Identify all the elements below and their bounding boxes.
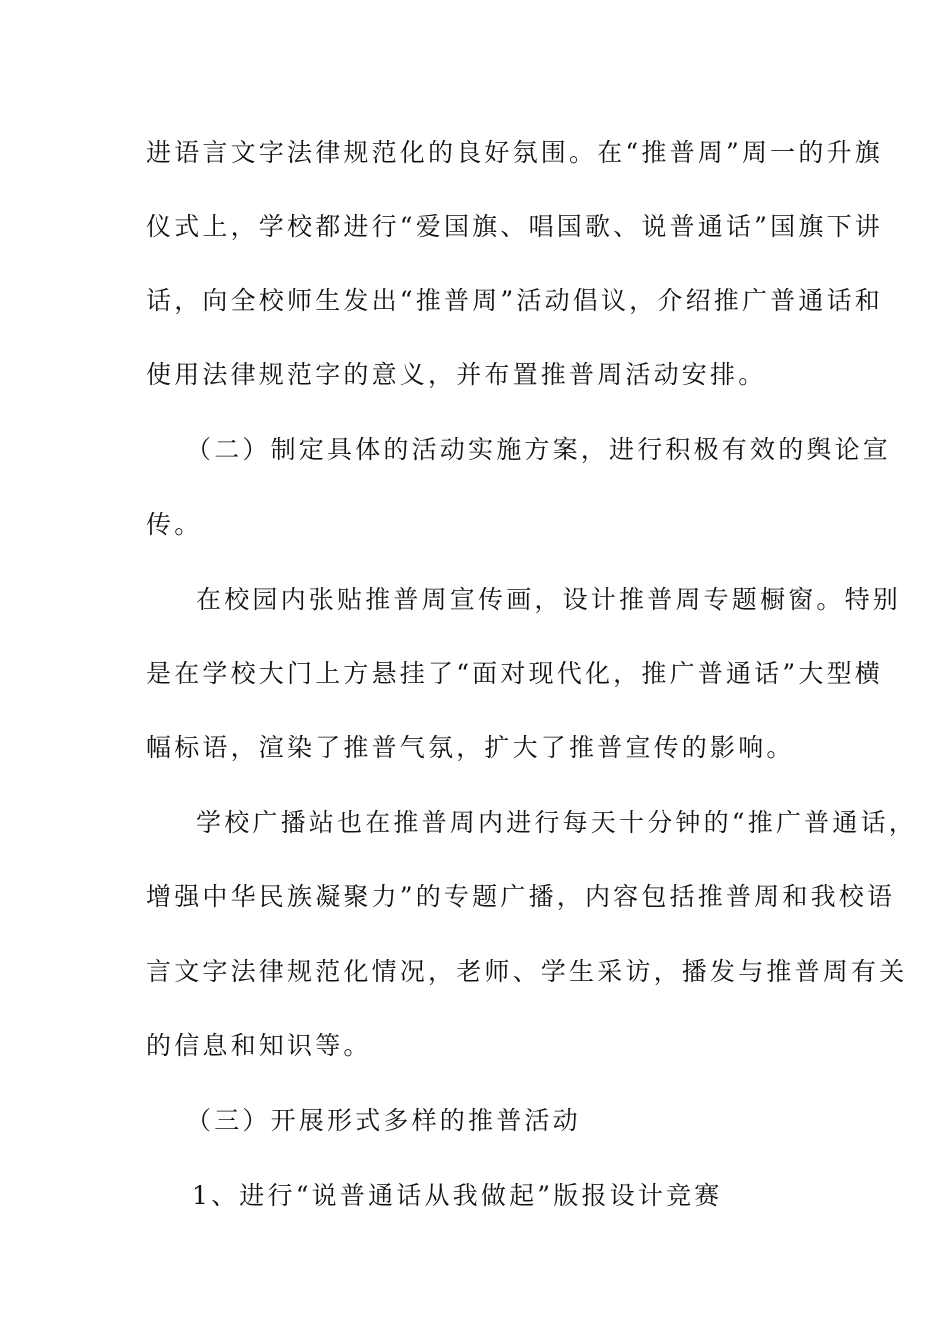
paragraph-line: 使用法律规范字的意义，并布置推普周活动安排。: [146, 360, 767, 389]
paragraph-line: 仪式上，学校都进行“爱国旗、唱国歌、说普通话”国旗下讲: [146, 212, 883, 241]
section-heading-3: （三）开展形式多样的推普活动: [186, 1106, 581, 1135]
paragraph-line: 学校广播站也在推普周内进行每天十分钟的“推广普通话，: [196, 808, 917, 837]
paragraph-line: 传。: [146, 510, 203, 539]
paragraph-line: 在校园内张贴推普周宣传画，设计推普周专题橱窗。特别: [196, 585, 902, 614]
paragraph-line: 的信息和知识等。: [146, 1031, 372, 1060]
paragraph-line: 话，向全校师生发出“推普周”活动倡议，介绍推广普通话和: [146, 286, 883, 315]
section-heading-2: （二）制定具体的活动实施方案，进行积极有效的舆论宣: [186, 435, 892, 464]
paragraph-line: 进语言文字法律规范化的良好氛围。在“推普周”周一的升旗: [146, 138, 883, 167]
paragraph-line: 幅标语，渲染了推普气氛，扩大了推普宣传的影响。: [146, 733, 795, 762]
list-item: 1、进行“说普通话从我做起”版报设计竞赛: [192, 1181, 723, 1210]
paragraph-line: 言文字法律规范化情况，老师、学生采访，播发与推普周有关: [146, 957, 908, 986]
paragraph-line: 是在学校大门上方悬挂了“面对现代化，推广普通话”大型横: [146, 659, 883, 688]
paragraph-line: 增强中华民族凝聚力”的专题广播，内容包括推普周和我校语: [146, 882, 896, 911]
